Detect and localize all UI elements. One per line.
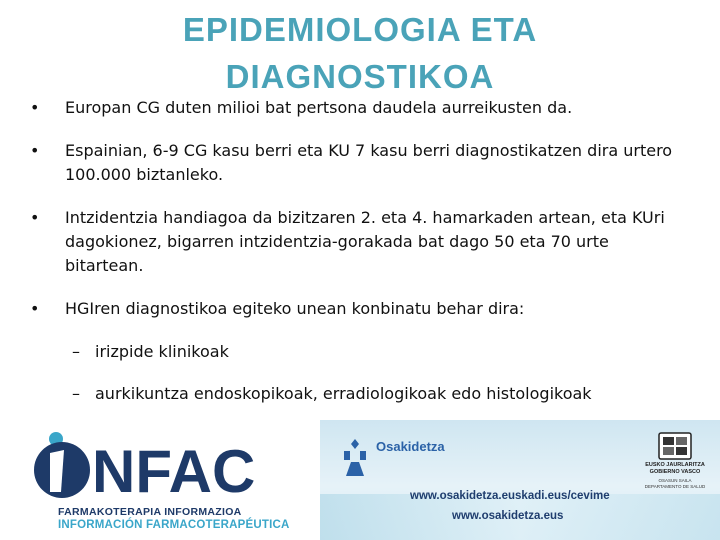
sub-item-text: aurkikuntza endoskopikoak, erradiologikoak edo histologikoak — [95, 384, 592, 403]
bullet-text: HGIren diagnostikoa egiteko unean konbinatu behar dira: — [65, 299, 525, 318]
sub-item — [30, 382, 690, 406]
bullet-text: Intzidentzia handiagoa da bizitzaren 2. eta 4. hamarkaden artean, eta KUri dagokionez, bigarren intzidentzia-gorakada bat dago 50 eta 70 urte bitartean. — [65, 208, 665, 275]
basque-government-crest-icon — [658, 432, 692, 460]
url-osakidetza-link[interactable]: www.osakidetza.eus — [452, 510, 564, 522]
infac-subtitle-es: INFORMACIÓN FARMACOTERAPÉUTICA — [58, 519, 290, 531]
footer-image-panel — [320, 420, 720, 540]
infac-logo-text: NFAC — [92, 438, 256, 500]
bullet-item — [30, 96, 690, 120]
bullet-item — [30, 206, 690, 278]
bullet-marker: • — [30, 98, 40, 117]
slide-body — [30, 96, 690, 424]
bullet-marker: • — [30, 141, 40, 160]
sub-item-marker: – — [72, 384, 80, 403]
government-name: EUSKO JAURLARITZA GOBIERNO VASCO — [645, 462, 705, 475]
footer-banner — [0, 420, 720, 540]
osakidetza-logo-icon — [342, 438, 368, 478]
department-name: OSASUN SAILA DEPARTAMENTO DE SALUD — [644, 478, 706, 489]
infac-logo-icon — [30, 430, 270, 500]
infac-subtitle-eu: FARMAKOTERAPIA INFORMAZIOA — [58, 506, 242, 518]
bullet-text: Espainian, 6-9 CG kasu berri eta KU 7 kasu berri diagnostikatzen dira urtero 100.000 biztanleko. — [65, 141, 673, 184]
bullet-text: Europan CG duten milioi bat pertsona daudela aurreikusten da. — [65, 98, 573, 117]
slide-title — [0, 6, 720, 100]
bullet-marker: • — [30, 208, 40, 227]
slide-title-line-2: DIAGNOSTIKOA — [225, 58, 495, 95]
sub-item — [30, 340, 690, 364]
slide-title-line-1: EPIDEMIOLOGIA ETA — [182, 11, 538, 48]
bullet-marker: • — [30, 299, 40, 318]
bullet-item — [30, 139, 690, 187]
sub-item-marker: – — [72, 342, 80, 361]
sub-item-text: irizpide klinikoak — [95, 342, 229, 361]
bullet-item — [30, 297, 690, 321]
url-cevime-link[interactable]: www.osakidetza.euskadi.eus/cevime — [410, 490, 610, 502]
osakidetza-name: Osakidetza — [376, 439, 445, 454]
